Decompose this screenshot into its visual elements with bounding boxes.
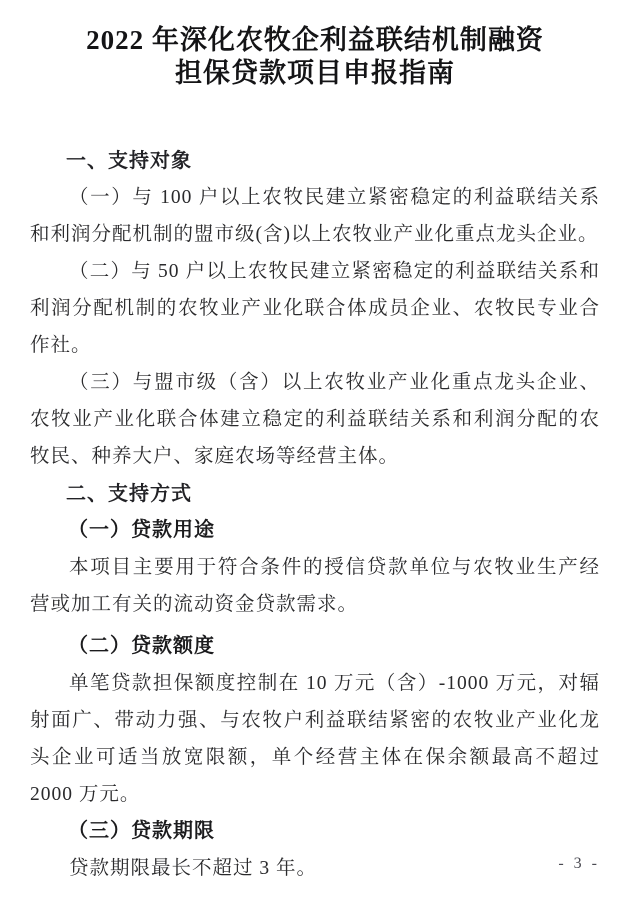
section-heading-support-methods: 二、支持方式: [66, 481, 192, 505]
paragraph-support-target-2: （二）与 50 户以上农牧民建立紧密稳定的利益联结关系和利润分配机制的农牧业产业化联合体成员企业、农牧民专业合作社。: [30, 261, 600, 356]
document-title: [0, 24, 630, 90]
document-page: [0, 24, 630, 907]
paragraph-support-target-3: （三）与盟市级（含）以上农牧业产业化重点龙头企业、农牧业产业化联合体建立稳定的利益联结关系和利润分配的农牧民、种养大户、家庭农场等经营主体。: [30, 372, 600, 467]
section-heading-support-targets: 一、支持对象: [66, 148, 192, 172]
subsection-heading-loan-amount: （二）贷款额度: [68, 635, 215, 657]
subsection-heading-loan-purpose: （一）贷款用途: [68, 519, 215, 541]
subsection-heading-loan-term: （三）贷款期限: [68, 820, 215, 842]
paragraph-loan-amount: 单笔贷款担保额度控制在 10 万元（含）-1000 万元，对辐射面广、带动力强、与农牧户利益联结紧密的农牧业产业化龙头企业可适当放宽限额，单个经营主体在保余额最高不超过 2000 万元。: [30, 673, 600, 805]
document-body: [0, 90, 630, 887]
paragraph-loan-purpose: 本项目主要用于符合条件的授信贷款单位与农牧业生产经营或加工有关的流动资金贷款需求。: [30, 557, 600, 615]
page-number: - 3 -: [558, 855, 600, 872]
paragraph-support-target-1: （一）与 100 户以上农牧民建立紧密稳定的利益联结关系和利润分配机制的盟市级(含)以上农牧业产业化重点龙头企业。: [30, 187, 600, 245]
paragraph-loan-term: 贷款期限最长不超过 3 年。: [69, 858, 318, 879]
document-title-line-2: 担保贷款项目申报指南: [175, 58, 455, 88]
document-title-line-1: 2022 年深化农牧企利益联结机制融资: [86, 25, 544, 55]
